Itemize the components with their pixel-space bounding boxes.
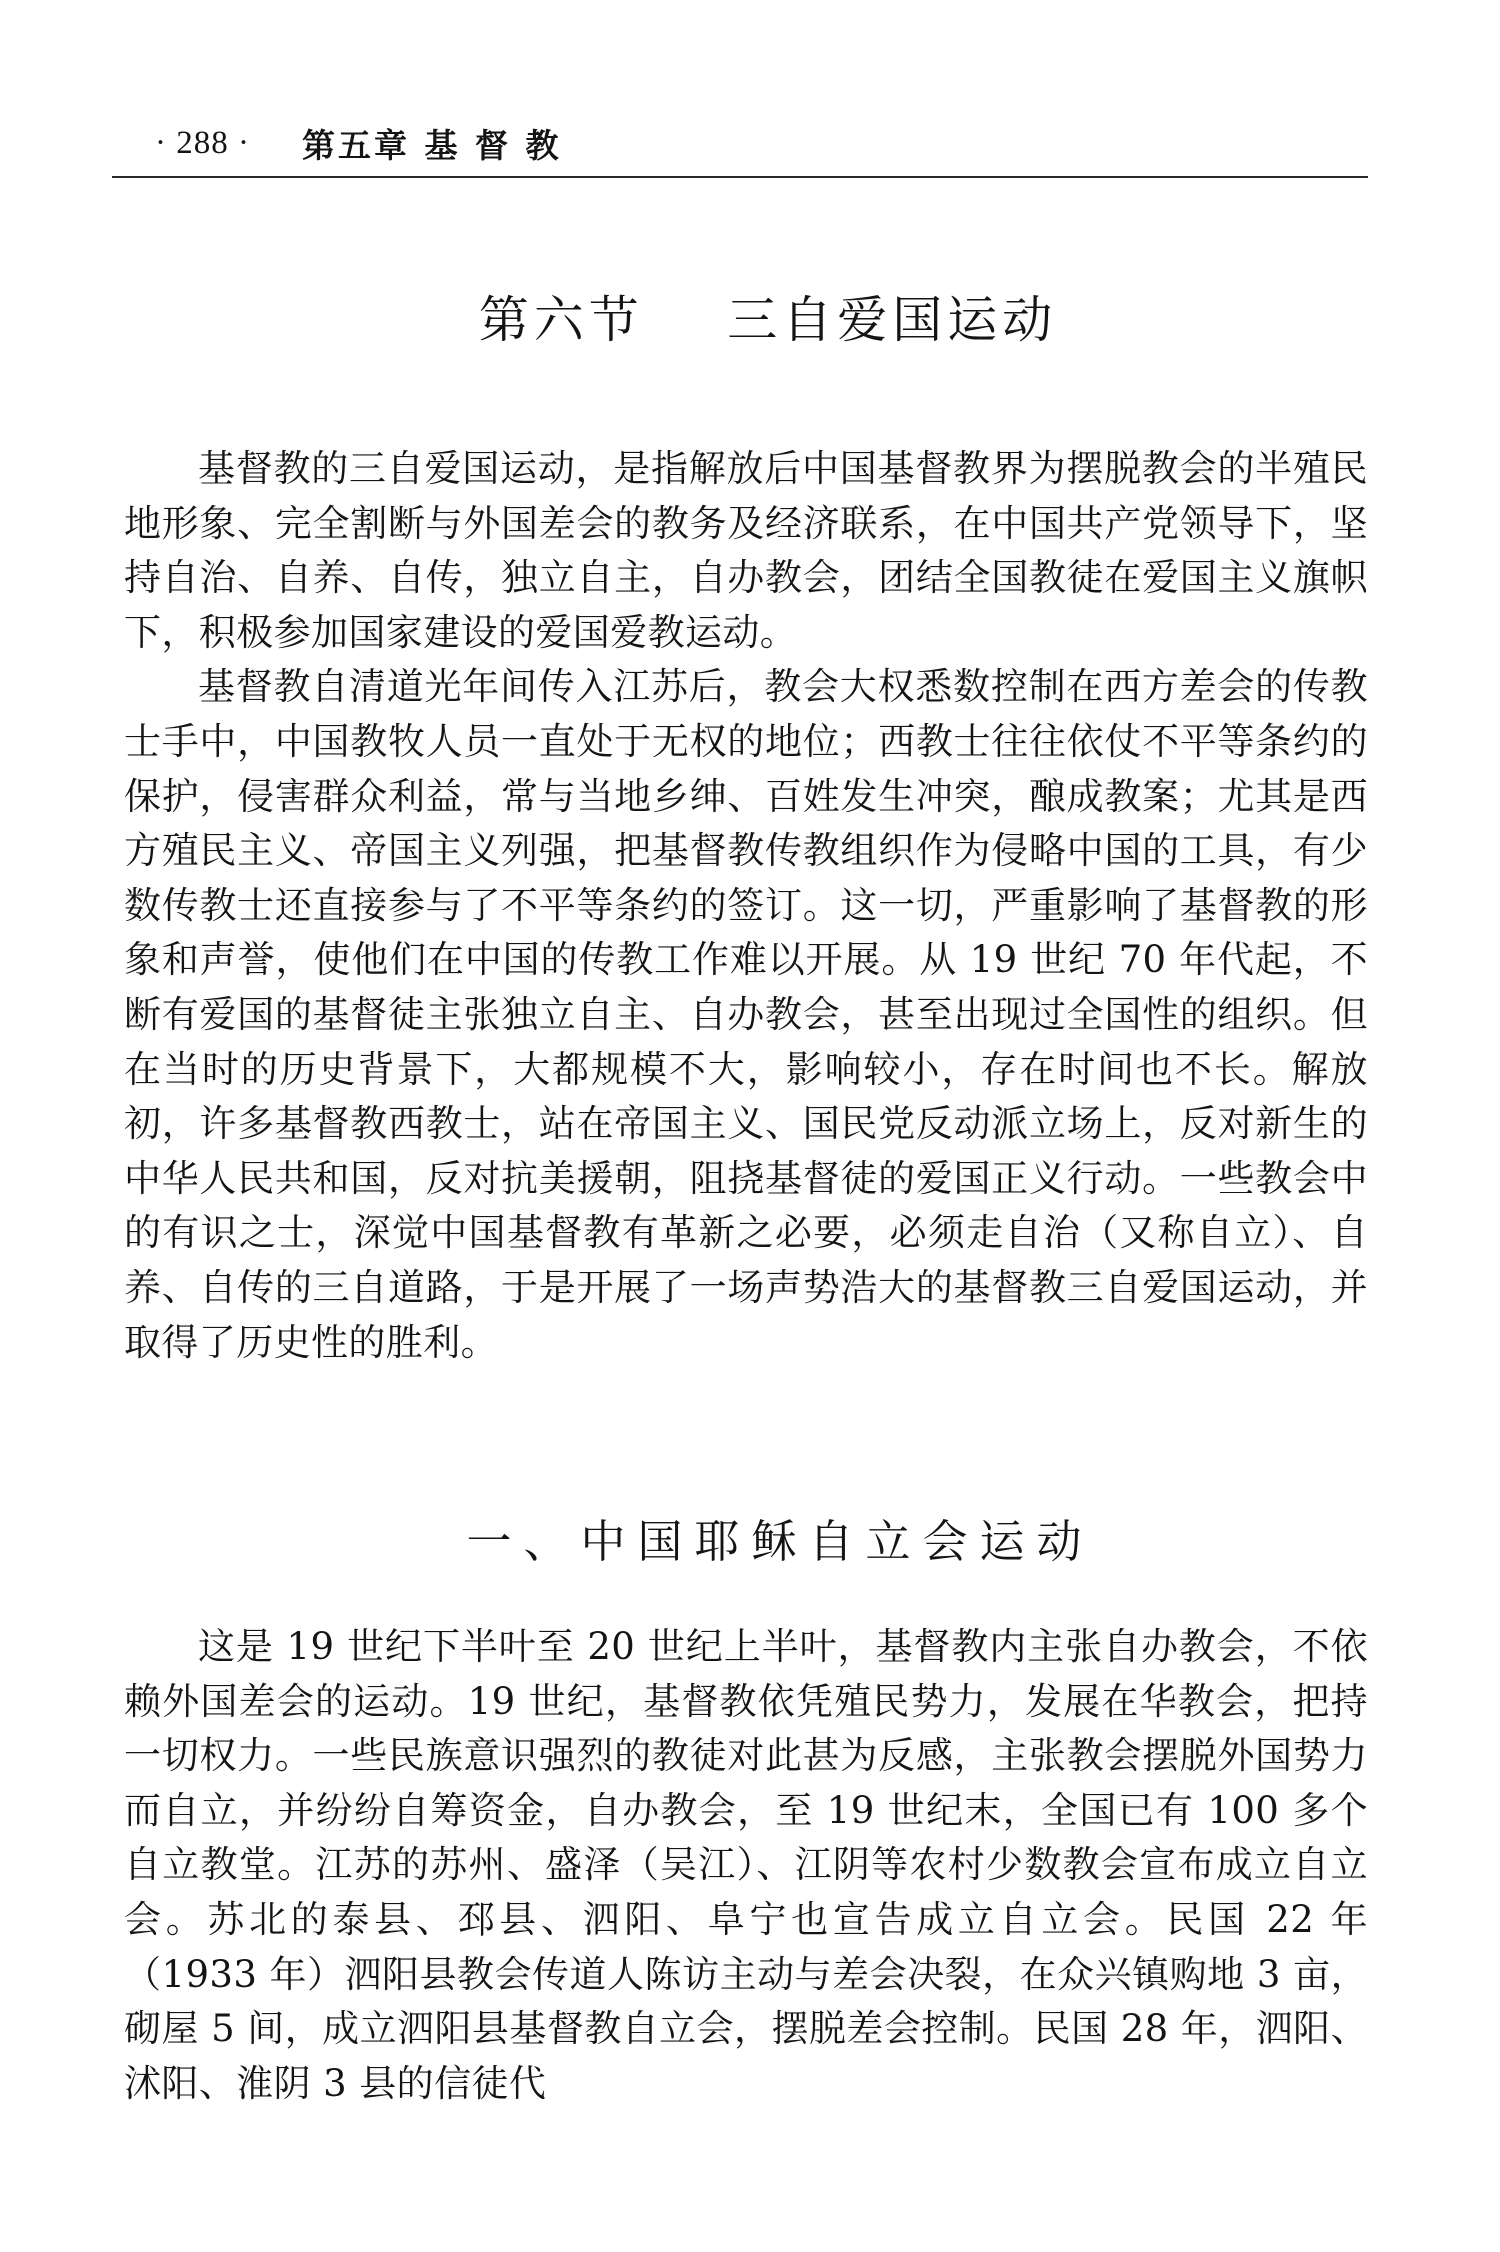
chapter-title: 第五章 基 督 教 (301, 125, 562, 165)
header-divider (112, 176, 1368, 178)
subsection-heading: 一、中国耶稣自立会运动 (466, 1515, 1094, 1568)
running-header (155, 118, 561, 168)
section-heading: 第六节 三自爱国运动 (478, 291, 1058, 349)
section-body (124, 442, 1368, 1370)
paragraph: 基督教自清道光年间传入江苏后，教会大权悉数控制在西方差会的传教士手中，中国教牧人员一直处于无权的地位；西教士往往依仗不平等条约的保护，侵害群众利益，常与当地乡绅、百姓发生冲突，酿成教案；尤其是西方殖民主义、帝国主义列强，把基督教传教组织作为侵略中国的工具，有少数传教士还直接参与了不平等条约的签订。这一切，严重影响了基督教的形象和声誉，使他们在中国的传教工作难以开展。从 19 世纪 70 年代起，不断有爱国的基督徒主张独立自主、自办教会，甚至出现过全国性的组织。但在当时的历史背景下，大都规模不大，影响较小，存在时间也不长。解放初，许多基督教西教士，站在帝国主义、国民党反动派立场上，反对新生的中华人民共和国，反对抗美援朝，阻挠基督徒的爱国正义行动。一些教会中的有识之士，深觉中国基督教有革新之必要，必须走自治（又称自立）、自养、自传的三自道路，于是开展了一场声势浩大的基督教三自爱国运动，并取得了历史性的胜利。 (124, 665, 1368, 1364)
paragraph: 基督教的三自爱国运动，是指解放后中国基督教界为摆脱教会的半殖民地形象、完全割断与外国差会的教务及经济联系，在中国共产党领导下，坚持自治、自养、自传，独立自主，自办教会，团结全国教徒在爱国主义旗帜下，积极参加国家建设的爱国爱教运动。 (124, 447, 1368, 654)
subsection-body (124, 1620, 1368, 2111)
page-number: · 288 · (155, 124, 250, 161)
paragraph: 这是 19 世纪下半叶至 20 世纪上半叶，基督教内主张自办教会，不依赖外国差会的运动。19 世纪，基督教依凭殖民势力，发展在华教会，把持一切权力。一些民族意识强烈的教徒对此甚为反感，主张教会摆脱外国势力而自立，并纷纷自筹资金，自办教会，至 19 世纪末，全国已有 100 多个自立教堂。江苏的苏州、盛泽（吴江）、江阴等农村少数教会宣布成立自立会。苏北的泰县、邳县、泗阳、阜宁也宣告成立自立会。民国 22 年（1933 年）泗阳县教会传道人陈访主动与差会决裂，在众兴镇购地 3 亩，砌屋 5 间，成立泗阳县基督教自立会，摆脱差会控制。民国 28 年，泗阳、沭阳、淮阴 3 县的信徒代 (124, 1625, 1368, 2105)
